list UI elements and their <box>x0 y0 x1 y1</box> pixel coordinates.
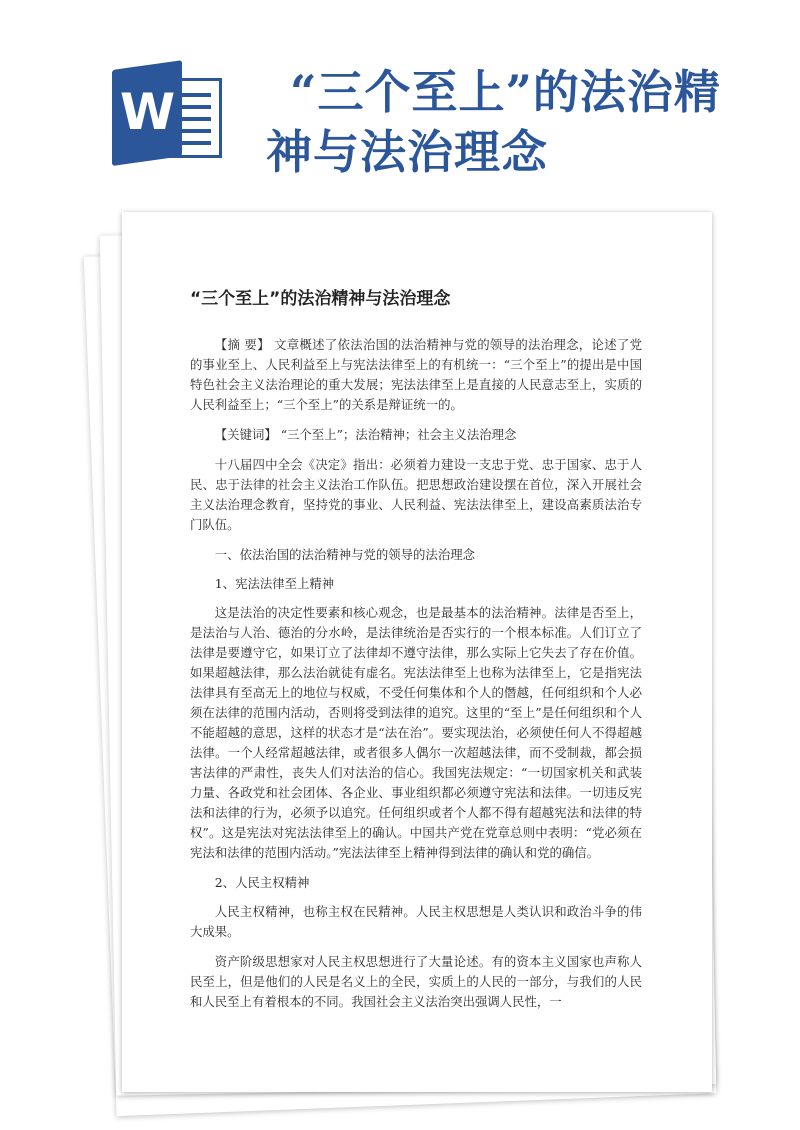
logo-letter: W <box>120 82 176 141</box>
page-title <box>266 62 766 182</box>
abstract-paragraph: 【摘 要】 文章概述了依法治国的法治精神与党的领导的法治理念，论述了党的事业至上、人民利益至上与宪法法律至上的有机统一：“三个至上”的提出是中国特色社会主义法治理论的重大发展；宪法法律至上是直接的人民意志至上，实质的人民利益至上；“三个至上”的关系是辩证统一的。 <box>190 337 642 412</box>
section-heading: 一、依法治国的法治精神与党的领导的法治理念 <box>214 547 475 562</box>
body-paragraph: 人民主权精神，也称主权在民精神。人民主权思想是人类认识和政治斗争的伟大成果。 <box>190 904 642 939</box>
subsection-heading: 2、人民主权精神 <box>214 875 310 890</box>
subsection-heading: 1、宪法法律至上精神 <box>214 576 335 591</box>
body-paragraph: 这是法治的决定性要素和核心观念，也是最基本的法治精神。法律是否至上，是法治与人治、德治的分水岭，是法律统治是否实行的一个根本标准。人们订立了法律是要遵守它，如果订立了法律却不遵守法律，那么实际上它失去了存在价值。如果超越法律，那么法治就徒有虚名。宪法法律至上也称为法律至上，它是指宪法法律具有至高无上的地位与权威，不受任何集体和个人的僭越，任何组织和个人必须在法律的范围内活动，否则将受到法律的追究。这里的“至上”是任何组织和个人不能超越的意思，这样的状态才是“法在治”。要实现法治，必须使任何人不得超越法律。一个人经常超越法律，或者很多人偶尔一次超越法律，而不受制裁，都会损害法律的严肃性，丧失人们对法治的信心。我国宪法规定：“一切国家机关和武装力量、各政党和社会团体、各企业、事业组织都必须遵守宪法和法律。一切违反宪法和法律的行为，必须予以追究。任何组织或者个人都不得有超越宪法和法律的特权”。这是宪法对宪法法律至上的确认。中国共产党在党章总则中表明：“党必须在宪法和法律的范围内活动。”宪法法律至上精神得到法律的确认和党的确信。 <box>190 605 642 860</box>
page-title-line-2: 神与法治理念 <box>266 125 548 179</box>
word-app-icon <box>112 70 230 166</box>
document-body <box>190 270 642 1022</box>
body-paragraph: 资产阶级思想家对人民主权思想进行了大量论述。有的资本主义国家也声称人民至上，但是他们的人民是名义上的全民，实质上的人民的一部分，与我们的人民和人民至上有着根本的不同。我国社会主义法治突出强调人民性，一 <box>190 954 642 1009</box>
keywords-paragraph: 【关键词】 “三个至上”；法治精神；社会主义法治理念 <box>214 427 517 442</box>
page-title-line-1: “三个至上”的法治精 <box>290 65 721 119</box>
word-badge <box>112 60 182 166</box>
body-paragraph: 十八届四中全会《决定》指出：必须着力建设一支忠于党、忠于国家、忠于人民、忠于法律的社会主义法治工作队伍。把思想政治建设摆在首位，深入开展社会主义法治理念教育，坚持党的事业、人民利益、宪法法律至上，建设高素质法治专门队伍。 <box>190 457 642 532</box>
document-title: “三个至上”的法治精神与法治理念 <box>190 289 451 309</box>
